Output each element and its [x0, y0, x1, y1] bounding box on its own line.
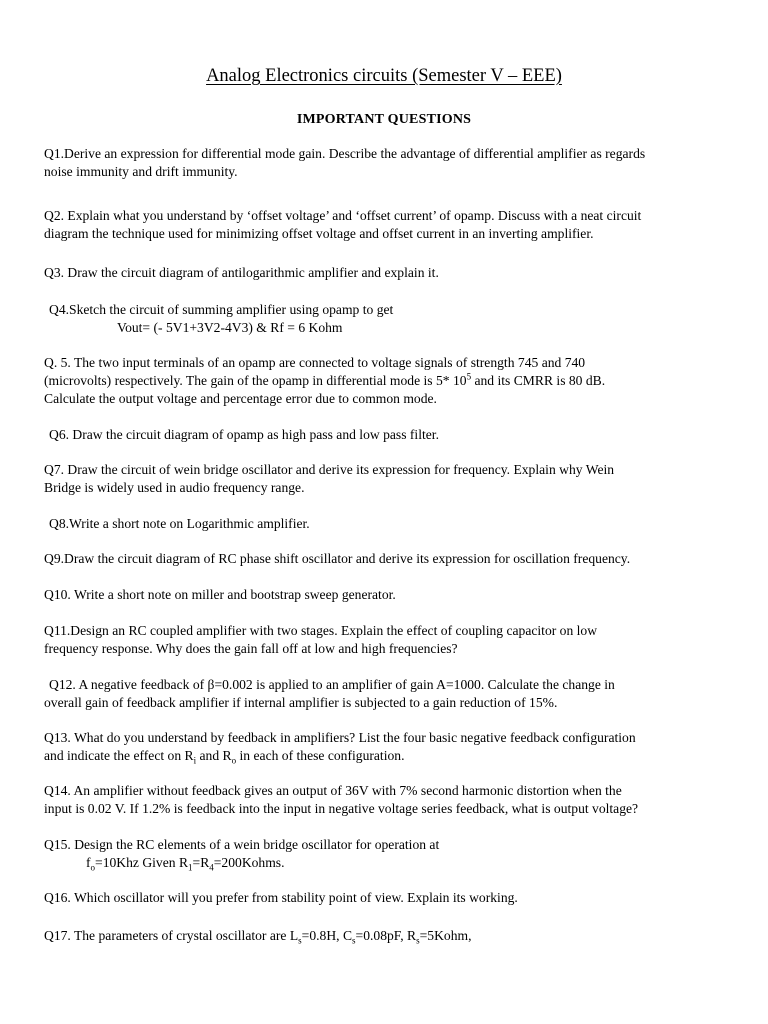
question-13-line-1: Q13. What do you understand by feedback in amplifiers? List the four basic negative feedback configuration [44, 730, 636, 745]
question-5-line-1: Q. 5. The two input terminals of an opamp are connected to voltage signals of strength 745 and 740 [44, 355, 586, 370]
question-7 [44, 461, 734, 497]
question-15-text-d: =200Kohms. [213, 855, 285, 870]
question-6 [49, 426, 739, 444]
document-subtitle: IMPORTANT QUESTIONS [296, 112, 472, 127]
question-14-line-1: Q14. An amplifier without feedback gives an output of 36V with 7% second harmonic distortion when the [44, 783, 622, 798]
question-10-line-1: Q10. Write a short note on miller and bootstrap sweep generator. [44, 587, 396, 602]
question-12-line-2: overall gain of feedback amplifier if internal amplifier is subjected to a gain reduction of 15%. [44, 695, 558, 710]
question-15-text-b: =10Khz Given R [95, 855, 189, 870]
question-10 [44, 586, 734, 604]
question-16-line-1: Q16. Which oscillator will you prefer from stability point of view. Explain its working. [44, 890, 518, 905]
question-15-subscript-o: o [90, 862, 96, 873]
question-17-text-d: =5Kohm, [419, 928, 472, 943]
question-17-subscript-1: s [298, 935, 302, 946]
question-15 [44, 836, 734, 872]
document-title: Analog Electronics circuits (Semester V – EEE) [206, 66, 562, 86]
question-2-line-1: Q2. Explain what you understand by ‘offset voltage’ and ‘offset current’ of opamp. Discuss with a neat circuit [44, 208, 642, 223]
question-17-text-c: =0.08pF, R [355, 928, 417, 943]
question-5-line-2 [44, 372, 734, 390]
question-5-line-2-text-a: (microvolts) respectively. The gain of the opamp in differential mode is 5* 10 [44, 373, 467, 388]
question-8 [49, 515, 739, 533]
question-5-line-3: Calculate the output voltage and percentage error due to common mode. [44, 391, 437, 406]
question-15-subscript-1: 1 [188, 862, 193, 873]
question-4 [49, 301, 739, 337]
question-17 [44, 927, 734, 945]
question-8-line-1: Q8.Write a short note on Logarithmic amplifier. [49, 516, 310, 531]
question-3 [44, 264, 734, 282]
question-15-text-a: f [86, 855, 91, 870]
question-17-text-b: =0.8H, C [301, 928, 353, 943]
question-13-line-2 [44, 747, 734, 765]
question-15-subscript-4: 4 [209, 862, 214, 873]
question-4-line-1: Q4.Sketch the circuit of summing amplifier using opamp to get [49, 302, 394, 317]
question-11 [44, 622, 734, 658]
question-1-line-1: Q1.Derive an expression for differential mode gain. Describe the advantage of differential amplifier as regards [44, 146, 646, 161]
question-4-formula: Vout= (- 5V1+3V2-4V3) & Rf = 6 Kohm [117, 320, 343, 335]
question-17-subscript-3: s [416, 935, 420, 946]
question-6-line-1: Q6. Draw the circuit diagram of opamp as high pass and low pass filter. [49, 427, 439, 442]
question-13-subscript-i: i [193, 755, 197, 766]
question-1 [44, 145, 734, 181]
question-15-line-1: Q15. Design the RC elements of a wein bridge oscillator for operation at [44, 837, 440, 852]
question-17-text-a: Q17. The parameters of crystal oscillator are L [44, 928, 299, 943]
question-13-text-a: and indicate the effect on R [44, 748, 194, 763]
question-15-line-2 [44, 854, 734, 872]
question-13-subscript-o: o [231, 755, 237, 766]
question-2 [44, 207, 734, 243]
question-5-exponent: 5 [466, 371, 472, 382]
question-11-line-2: frequency response. Why does the gain fall off at low and high frequencies? [44, 641, 458, 656]
question-9-line-1: Q9.Draw the circuit diagram of RC phase shift oscillator and derive its expression for oscillation frequency. [44, 551, 631, 566]
question-13 [44, 729, 734, 765]
question-14 [44, 782, 734, 818]
question-7-line-2: Bridge is widely used in audio frequency range. [44, 480, 305, 495]
question-1-line-2: noise immunity and drift immunity. [44, 164, 238, 179]
question-11-line-1: Q11.Design an RC coupled amplifier with two stages. Explain the effect of coupling capacitor on low [44, 623, 598, 638]
question-15-text-c: =R [192, 855, 210, 870]
question-13-text-b: and R [196, 748, 232, 763]
question-5-line-2-text-b: and its CMRR is 80 dB. [471, 373, 606, 388]
question-9 [44, 550, 734, 568]
question-2-line-2: diagram the technique used for minimizing offset voltage and offset current in an inverting amplifier. [44, 226, 594, 241]
question-17-line-1 [44, 927, 734, 945]
question-16 [44, 889, 734, 907]
question-14-line-2: input is 0.02 V. If 1.2% is feedback into the input in negative voltage series feedback, what is output voltage? [44, 801, 639, 816]
question-5 [44, 354, 734, 408]
question-7-line-1: Q7. Draw the circuit of wein bridge oscillator and derive its expression for frequency. Explain why Wein [44, 462, 615, 477]
question-3-line-1: Q3. Draw the circuit diagram of antilogarithmic amplifier and explain it. [44, 265, 439, 280]
question-12 [44, 676, 739, 712]
question-12-line-1: Q12. A negative feedback of β=0.002 is applied to an amplifier of gain A=1000. Calculate the change in [49, 677, 615, 692]
question-17-subscript-2: s [352, 935, 356, 946]
question-13-text-c: in each of these configuration. [236, 748, 405, 763]
